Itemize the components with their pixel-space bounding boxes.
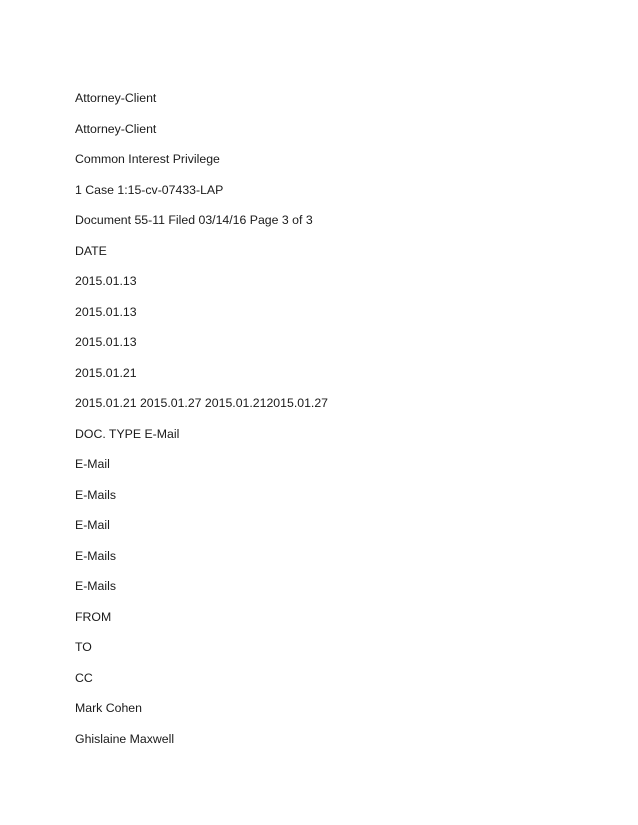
doc-type-value: E-Mail [75, 518, 110, 532]
date-value: 2015.01.21 [75, 365, 137, 380]
privilege-label: Attorney-Client [75, 91, 157, 105]
date-header: DATE [75, 243, 107, 258]
privilege-label: Attorney-Client [75, 121, 157, 136]
document-text-lines [75, 90, 328, 761]
date-value: 2015.01.13 [75, 304, 137, 319]
doc-type-value: E-Mails [75, 487, 116, 502]
doc-type-value: E-Mail [75, 457, 110, 471]
from-header: FROM [75, 609, 112, 624]
date-value: 2015.01.13 [75, 335, 137, 349]
date-value: 2015.01.21 2015.01.27 2015.01.212015.01.27 [75, 396, 329, 410]
case-number: 1 Case 1:15-cv-07433-LAP [75, 182, 224, 197]
privilege-label: Common Interest Privilege [75, 152, 220, 166]
cc-header: CC [75, 670, 93, 685]
doc-type-value: E-Mails [75, 548, 116, 563]
person-name: Mark Cohen [75, 701, 142, 715]
person-name: Ghislaine Maxwell [75, 731, 175, 746]
to-header: TO [75, 640, 92, 654]
document-filing-info: Document 55-11 Filed 03/14/16 Page 3 of 3 [75, 213, 313, 227]
doc-type-header: DOC. TYPE E-Mail [75, 426, 180, 441]
date-value: 2015.01.13 [75, 274, 137, 288]
doc-type-value: E-Mails [75, 579, 116, 593]
